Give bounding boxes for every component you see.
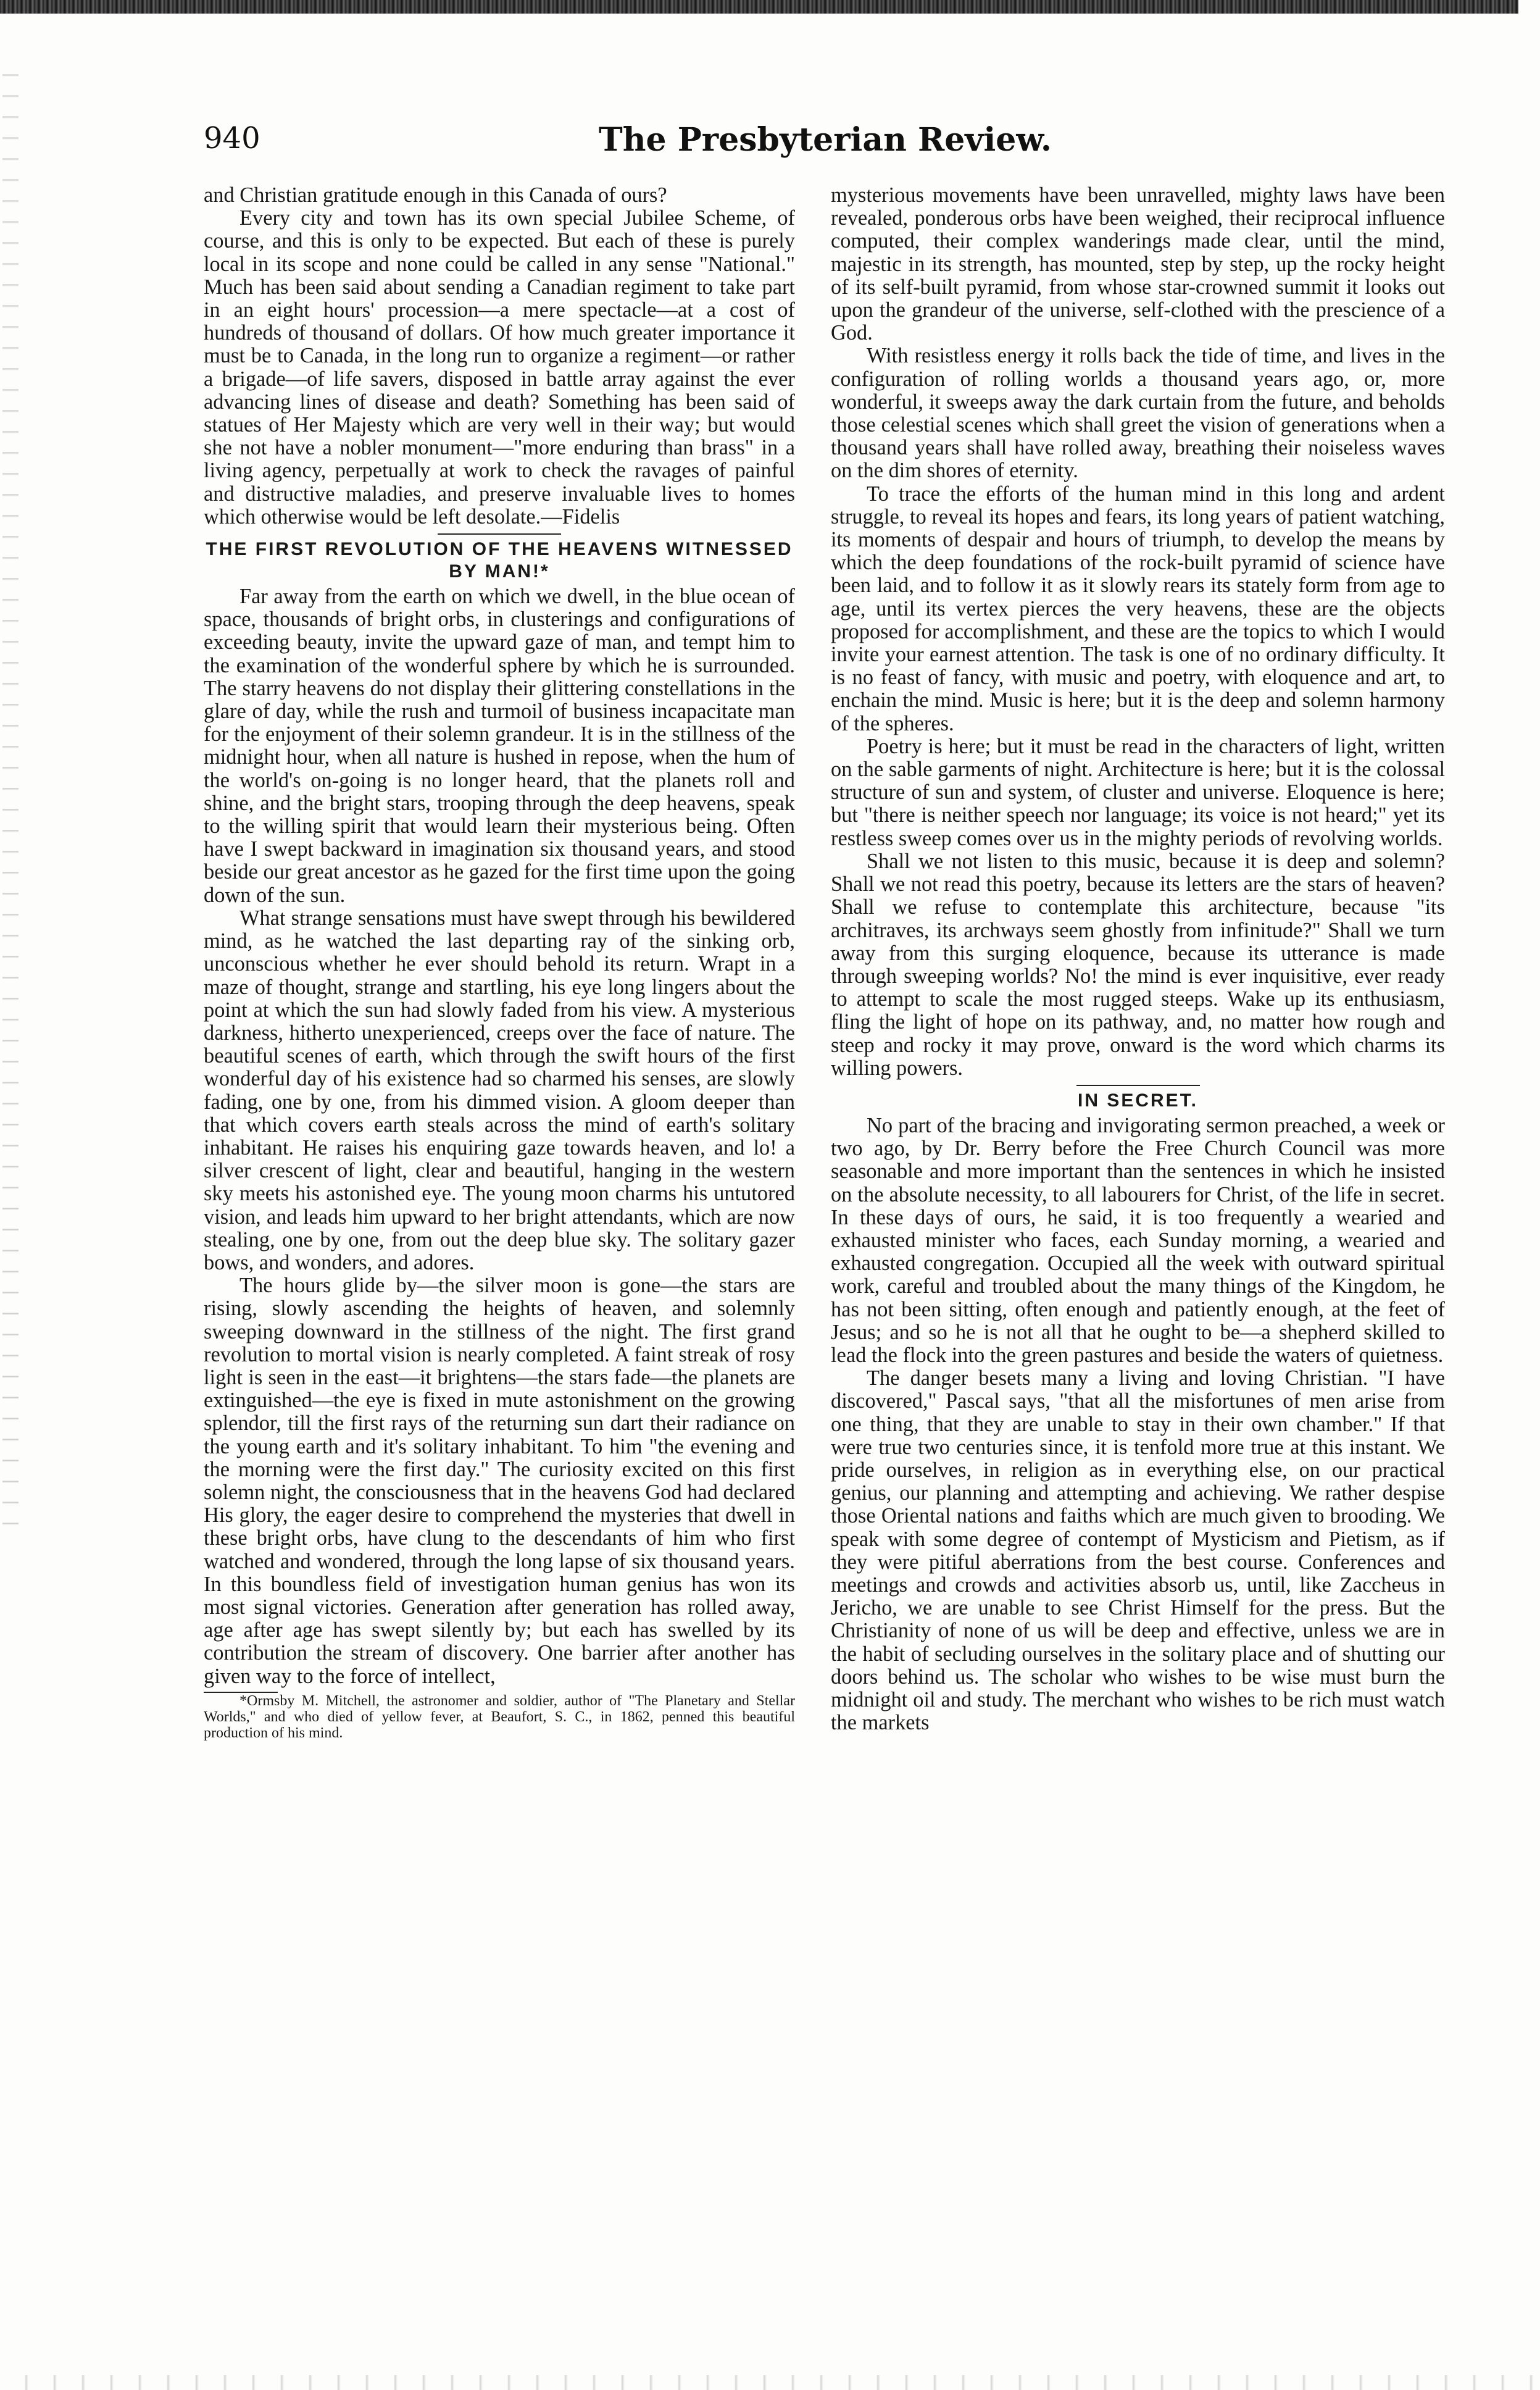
section-divider xyxy=(1076,1085,1200,1086)
page-top-border xyxy=(0,0,1518,14)
article-paragraph: No part of the bracing and invigorating sermon preached, a week or two ago, by Dr. Berry before the Free Church Council was more seasonable and more important than the sentences in which he insisted on the absolute necessity, to all labourers for Christ, of the life in secret. In these days of ours, he said, it is too frequently a wearied and exhausted minister who faces, each Sunday morning, a wearied and exhausted congregation. Occupied all the week with outward spiritual work, careful and troubled about the many things of the Kingdom, he has not been sitting, often enough and patiently enough, at the feet of Jesus; and so he is not all that he ought to be—a shepherd skilled to lead the flock into the green pastures and beside the waters of quietness. xyxy=(831,1113,1445,1367)
journal-title: The Presbyterian Review. xyxy=(599,121,1052,159)
left-column xyxy=(204,184,795,1741)
page-header xyxy=(204,121,1438,177)
article-heading: THE FIRST REVOLUTION OF THE HEAVENS WITNESSED BY MAN!* xyxy=(206,539,793,582)
footnote: *Ormsby M. Mitchell, the astronomer and soldier, author of "The Planetary and Stellar Worlds," and who died of yellow fever, at Beaufort, S. C., in 1862, penned this beautiful production of his mind. xyxy=(204,1692,795,1741)
article-paragraph: mysterious movements have been unravelled, mighty laws have been revealed, ponderous orbs have been weighed, their reciprocal influence computed, their complex wanderings made clear, until the mind, majestic in its strength, has mounted, step by step, up the rocky height of its self-built pyramid, from whose star-crowned summit it looks out upon the grandeur of the universe, self-clothed with the prescience of a God. xyxy=(831,183,1445,345)
section-heading-in-secret: IN SECRET. xyxy=(1077,1090,1199,1111)
intro-paragraph: Every city and town has its own special Jubilee Scheme, of course, and this is only to be expected. But each of these is purely local in its scope and none could be called in any sense "National." Much has been said about sending a Canadian regiment to take part in an eight hours' procession—a mere spectacle—at a cost of hundreds of thousand of dollars. Of how much greater importance it must be to Canada, in the long run to organize a regiment—or rather a brigade—of life savers, disposed in battle array against the ever advancing lines of disease and death? Something has been said of statues of Her Majesty which are very well in their way; but would she not have a nobler monument—"more enduring than brass" in a living agency, perpetually at work to check the ravages of painful and distructive maladies, and preserve invaluable lives to homes which otherwise would be left desolate.—Fidelis xyxy=(204,206,795,529)
article-paragraph: The danger besets many a living and loving Christian. "I have discovered," Pascal says, "that all the misfortunes of men arise from one thing, that they are unable to stay in their own chamber." If that were true two centuries since, it is tenfold more true at this instant. We pride ourselves, in religion as in everything else, on our practical genius, our planning and attempting and achieving. We rather despise those Oriental nations and faiths which are much given to brooding. We speak with some degree of contempt of Mysticism and Pietism, as if they were pitiful aberrations from the best course. Conferences and meetings and crowds and activities absorb us, until, like Zaccheus in Jericho, we are unable to see Christ Himself for the press. But the Christianity of none of us will be deep and effective, unless we are in the habit of secluding ourselves in the solitary place and of shutting our doors behind us. The scholar who wishes to be wise must burn the midnight oil and study. The merchant who wishes to be rich must watch the markets xyxy=(831,1366,1445,1735)
article-paragraph: Shall we not listen to this music, because it is deep and solemn? Shall we not read this poetry, because its letters are the stars of heaven? Shall we refuse to contemplate this architecture, because "its architraves, its archways seem ghostly from infinitude?" Shall we turn away from this surging eloquence, because its utterance is made through sweeping worlds? No! the mind is ever inquisitive, ever ready to attempt to scale the most rugged steeps. Wake up its enthusiasm, fling the light of hope on its pathway, and, no matter how rough and steep and rocky it may prove, onward is the word which charms its willing powers. xyxy=(831,849,1445,1080)
article-paragraph: Poetry is here; but it must be read in the characters of light, written on the sable garments of night. Architecture is here; but it is the colossal structure of sun and system, of cluster and universe. Eloquence is here; but "there is neither speech nor language; its voice is not heard;" yet its restless sweep comes over us in the mighty periods of revolving worlds. xyxy=(831,734,1445,850)
article-paragraph: With resistless energy it rolls back the tide of time, and lives in the configuration of rolling worlds a thousand years ago, or, more wonderful, it sweeps away the dark curtain from the future, and beholds those celestial scenes which shall greet the vision of generations when a thousand years shall have rolled away, breathing their noiseless waves on the dim shores of eternity. xyxy=(831,344,1445,483)
page-bottom-edge xyxy=(0,2375,1540,2390)
article-paragraph: What strange sensations must have swept through his bewildered mind, as he watched the last departing ray of the sinking orb, unconscious whether he ever should behold its return. Wrapt in a maze of thought, strange and startling, his eye long lingers about the point at which the sun had slowly faded from his view. A mysterious darkness, hitherto unexperienced, creeps over the face of nature. The beautiful scenes of earth, which through the swift hours of the first wonderful day of his existence had so charmed his senses, are slowly fading, one by one, from his dimmed vision. A gloom deeper than that which covers earth steals across the mind of earth's solitary inhabitant. He raises his enquiring gaze towards heaven, and lo! a silver crescent of light, clear and beautiful, hanging in the western sky meets his astonished eye. The young moon charms his untutored vision, and leads him upward to her bright attendants, which are now stealing, one by one, from out the deep blue sky. The solitary gazer bows, and wonders, and adores. xyxy=(204,906,795,1274)
article-paragraph: To trace the efforts of the human mind in this long and ardent struggle, to reveal its hopes and fears, its long years of patient watching, its moments of despair and hours of triumph, to develop the means by which the deep foundations of the rock-built pyramid of science have been laid, and to follow it as it slowly rears its stately form from age to age, until its vertex pierces the very heavens, these are the objects proposed for accomplishment, and these are the topics to which I would invite your earnest attention. The task is one of no ordinary difficulty. It is no feast of fancy, with music and poetry, with eloquence and art, to enchain the mind. Music is here; but it is the deep and solemn harmony of the spheres. xyxy=(831,482,1445,735)
intro-paragraph: and Christian gratitude enough in this Canada of ours? xyxy=(204,183,667,207)
right-column xyxy=(831,184,1445,1734)
section-divider xyxy=(438,533,561,535)
article-paragraph: Far away from the earth on which we dwell, in the blue ocean of space, thousands of bright orbs, in clusterings and configurations of exceeding beauty, invite the upward gaze of man, and tempt him to the examination of the wonderful sphere by which he is surrounded. The starry heavens do not display their glittering constellations in the glare of day, while the rush and turmoil of business incapacitate man for the enjoyment of their solemn grandeur. It is in the stillness of the midnight hour, when all nature is hushed in repose, when the hum of the world's on-going is no longer heard, that the planets roll and shine, and the bright stars, trooping through the deep heavens, speak to the willing spirit that would learn their mysterious being. Often have I swept backward in imagination six thousand years, and stood beside our great ancestor as he gazed for the first time upon the going down of the sun. xyxy=(204,585,795,907)
article-paragraph: The hours glide by—the silver moon is gone—the stars are rising, slowly ascending the heights of heaven, and solemnly sweeping downward in the stillness of the night. The first grand revolution to mortal vision is nearly completed. A faint streak of rosy light is seen in the east—it brightens—the stars fade—the planets are extinguished—the eye is fixed in mute astonishment on the growing splendor, till the first rays of the returning sun dart their radiance on the young earth and it's solitary inhabitant. To him "the evening and the morning were the first day." The curiosity excited on this first solemn night, the consciousness that in the heavens God had declared His glory, the eager desire to comprehend the mysteries that dwell in these bright orbs, have clung to the descendants of him who first watched and wondered, through the long lapse of six thousand years. In this boundless field of investigation human genius has won its most signal victories. Generation after generation has rolled away, age after age has swept silently by; but each has swelled by its contribution the stream of discovery. One barrier after another has given way to the force of intellect, xyxy=(204,1274,795,1688)
left-margin-scan-marks xyxy=(2,56,19,1537)
page-number: 940 xyxy=(204,121,260,156)
